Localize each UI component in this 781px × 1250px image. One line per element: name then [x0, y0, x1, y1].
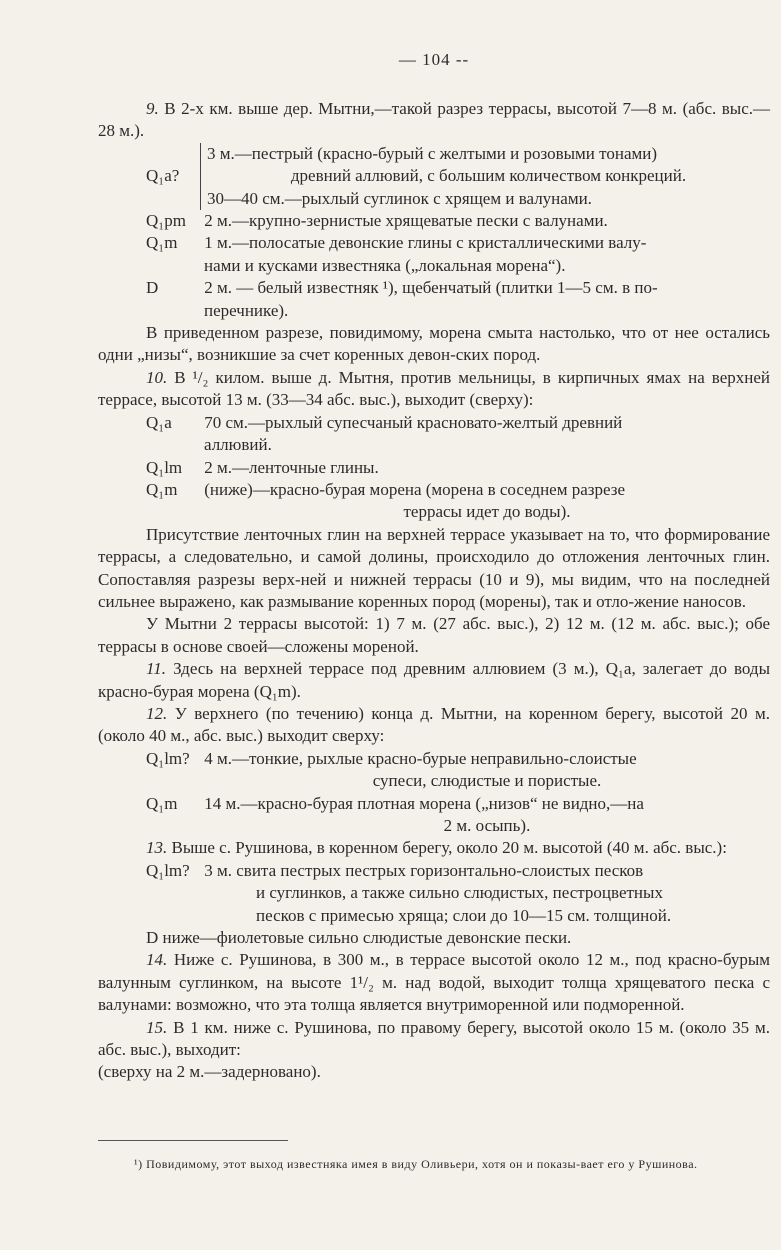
- section-12-intro: [98, 703, 770, 748]
- strata-text: и суглинков, а также сильно слюдистых, пестроцветных: [256, 883, 663, 903]
- strata-code: Q₁pm: [146, 211, 186, 231]
- strata-entry: [98, 457, 770, 479]
- strata-text: перечнике).: [204, 300, 289, 320]
- footnote: ¹) Повидимому, этот выход известняка имея в виду Оливьери, хотя он и показы-вает его у Рушинова.: [134, 1157, 698, 1171]
- section-number: 12.: [146, 703, 168, 723]
- paragraph: (сверху на 2 м.—задерновано).: [98, 1062, 321, 1082]
- strata-code: D: [146, 928, 159, 948]
- section-13-intro: [98, 837, 770, 859]
- strata-entry: [98, 793, 770, 838]
- strata-code: Q₁m: [146, 793, 178, 813]
- strata-text: 3 м. свита пестрых пестрых горизонтально-слоистых песков: [204, 860, 644, 880]
- strata-text: супеси, слюдистые и пористые.: [372, 771, 602, 791]
- strata-line: 30—40 см.—рыхлый суглинок с хрящем и валунами.: [207, 188, 592, 208]
- strata-entry: [98, 479, 770, 524]
- strata-line: древний аллювий, с большим количеством конкреций.: [290, 166, 687, 186]
- strata-code: Q₁a?: [146, 165, 180, 185]
- strata-entry: [98, 232, 770, 277]
- section-text: В ¹/₂ килом. выше д. Мытня, против мельницы, в кирпичных ямах на верхней террасе, высотой 13 м. (33—34 абс. выс.), выходит (сверху):: [98, 367, 771, 410]
- main-text: [98, 98, 770, 1084]
- strata-entry: [98, 210, 770, 232]
- strata-entry: [98, 748, 770, 793]
- section-text: В 1 км. ниже с. Рушинова, по правому берегу, высотой около 15 м. (около 35 м. абс. выс.), выходит:: [98, 1017, 771, 1060]
- section-10-intro: [98, 367, 770, 412]
- section-number: 11.: [146, 659, 166, 679]
- strata-text: 2 м.—крупно-зернистые хрящеватые пески с валунами.: [204, 211, 608, 231]
- strata-code: Q₁a: [146, 412, 172, 432]
- section-text: Выше с. Рушинова, в коренном берегу, около 20 м. высотой (40 м. абс. выс.):: [171, 838, 727, 858]
- strata-code: Q₁lm?: [146, 860, 190, 880]
- strata-code: Q₁lm: [146, 457, 183, 477]
- section-14: [98, 949, 770, 1016]
- strata-text: 1 м.—полосатые девонские глины с кристаллическими валу-: [204, 233, 647, 253]
- paragraph: У Мытни 2 террасы высотой: 1) 7 м. (27 абс. выс.), 2) 12 м. (12 м. абс. выс.); обе террасы в основе своей—сложены мореной.: [98, 614, 770, 656]
- section-11: [98, 658, 770, 703]
- strata-text: аллювий.: [204, 435, 272, 455]
- strata-text: 2 м. — белый известняк ¹), щебенчатый (плитки 1—5 см. в по-: [204, 278, 658, 298]
- section-text: Здесь на верхней террасе под древним аллювием (3 м.), Q₁a, залегает до воды красно-бурая морена (Q₁m).: [98, 659, 771, 701]
- strata-text: песков с примесью хряща; слои до 10—15 см. толщиной.: [256, 905, 672, 925]
- strata-code: Q₁lm?: [146, 748, 190, 768]
- strata-text: ниже—фиолетовые сильно слюдистые девонские пески.: [162, 928, 572, 948]
- page-number: — 104 --: [398, 50, 470, 69]
- strata-entry: [98, 860, 770, 927]
- strata-code: Q₁m: [146, 479, 178, 499]
- strata-text: 2 м. осыпь).: [443, 816, 531, 835]
- strata-line: 3 м.—пестрый (красно-бурый с желтыми и розовыми тонами): [207, 143, 658, 163]
- footnote-divider: [98, 1140, 288, 1141]
- strata-text: 14 м.—красно-бурая плотная морена („низов“ не видно,—на: [204, 793, 644, 813]
- strata-text: террасы идет до воды).: [403, 502, 571, 522]
- section-number: 9.: [146, 99, 159, 118]
- strata-text: 2 м.—ленточные глины.: [204, 457, 379, 477]
- section-number: 10.: [146, 367, 168, 387]
- section-text: Ниже с. Рушинова, в 300 м., в террасе высотой около 12 м., под красно-бурым валунным суглинком, на высоте 1¹/₂ м. над водой, выходит толща хрящеватого песка с валунами: возможно, что эта толща является внутриморенной или подморенной.: [98, 950, 770, 1015]
- section-number: 14.: [146, 950, 168, 970]
- strata-code: Q₁m: [146, 233, 178, 253]
- paragraph: В приведенном разрезе, повидимому, морена смыта настолько, что от нее остались одни „низы“, возникшие за счет коренных девон-ских пород.: [98, 323, 770, 365]
- strata-text: 70 см.—рыхлый супесчаный красновато-желтый древний: [204, 412, 623, 432]
- section-9-bracket: [98, 143, 770, 210]
- section-number: 15.: [146, 1017, 168, 1037]
- section-9-intro: [98, 98, 770, 143]
- strata-text: нами и кусками известняка („локальная морена“).: [204, 255, 566, 275]
- strata-text: 4 м.—тонкие, рыхлые красно-бурые неправильно-слоистые: [204, 748, 637, 768]
- strata-text: (ниже)—красно-бурая морена (морена в соседнем разрезе: [204, 479, 626, 499]
- section-number: 13.: [146, 838, 168, 858]
- section-15: [98, 1017, 770, 1062]
- section-text: В 2-х км. выше дер. Мытни,—такой разрез террасы, высотой 7—8 м. (абс. выс.—28 м.).: [98, 99, 771, 141]
- strata-entry: [98, 927, 770, 949]
- paragraph: Присутствие ленточных глин на верхней террасе указывает на то, что формирование террасы, а следовательно, и самой долины, происходило до отложения ленточных глин. Сопоставляя разрезы верх-ней и нижней террасы (10 и 9), мы видим, что на последней сильнее выражено, как размывание коренных пород (морены), так и отло-жение наносов.: [98, 524, 770, 611]
- strata-entry: [98, 277, 770, 322]
- strata-entry: [98, 412, 770, 457]
- strata-code: D: [146, 278, 159, 298]
- section-text: У верхнего (по течению) конца д. Мытни, на коренном берегу, высотой 20 м. (около 40 м., абс. выс.) выходит сверху:: [98, 703, 770, 746]
